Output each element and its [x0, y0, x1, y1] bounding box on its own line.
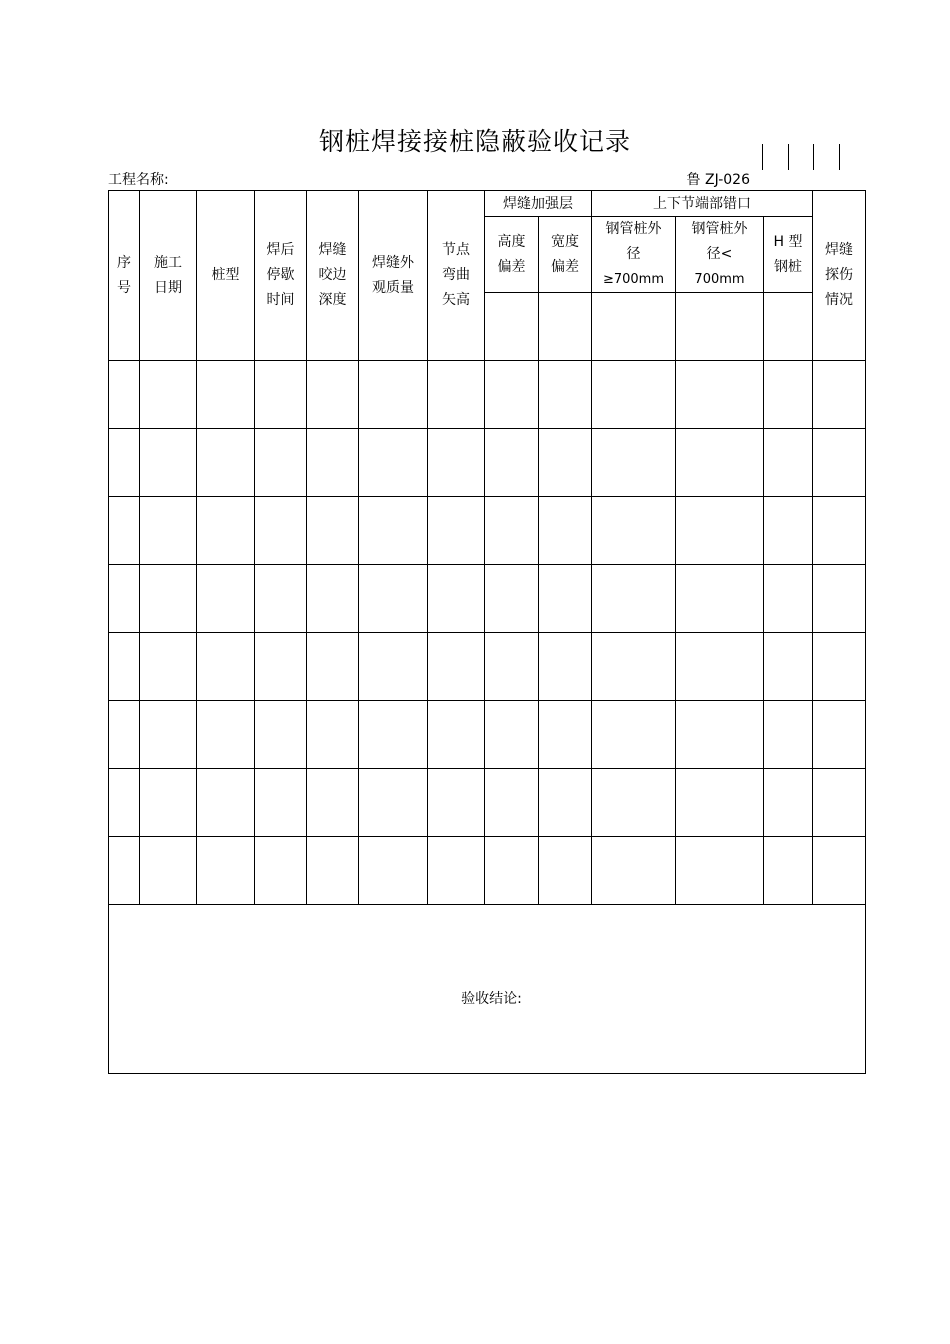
table-cell[interactable] [109, 565, 140, 633]
record-number-boxes [762, 144, 840, 170]
table-cell[interactable] [428, 429, 485, 497]
table-cell[interactable] [813, 837, 866, 905]
table-cell[interactable] [676, 429, 764, 497]
table-cell[interactable] [539, 497, 592, 565]
table-cell[interactable] [109, 497, 140, 565]
table-row [109, 769, 866, 837]
table-cell[interactable] [485, 565, 539, 633]
header-appearance: 焊缝外 观质量 [359, 191, 428, 361]
table-row [109, 361, 866, 429]
record-number-box[interactable] [814, 144, 839, 170]
table-cell[interactable] [140, 701, 197, 769]
table-cell[interactable] [428, 701, 485, 769]
table-row [109, 633, 866, 701]
table-cell[interactable] [813, 565, 866, 633]
table-cell[interactable] [813, 361, 866, 429]
header-blank-cell[interactable] [539, 293, 592, 361]
header-width-dev: 宽度 偏差 [539, 217, 592, 293]
table-cell[interactable] [307, 497, 359, 565]
table-cell[interactable] [764, 837, 813, 905]
table-cell[interactable] [592, 769, 676, 837]
table-cell[interactable] [307, 361, 359, 429]
record-number-box[interactable] [789, 144, 815, 170]
table-cell[interactable] [592, 429, 676, 497]
table-cell[interactable] [255, 701, 307, 769]
table-cell[interactable] [359, 837, 428, 905]
table-cell[interactable] [255, 837, 307, 905]
table-cell[interactable] [140, 429, 197, 497]
table-cell[interactable] [539, 429, 592, 497]
table-cell[interactable] [197, 361, 255, 429]
table-cell[interactable] [307, 565, 359, 633]
table-cell[interactable] [255, 565, 307, 633]
table-cell[interactable] [307, 837, 359, 905]
table-cell[interactable] [140, 497, 197, 565]
table-cell[interactable] [359, 361, 428, 429]
table-cell[interactable] [140, 633, 197, 701]
table-cell[interactable] [813, 497, 866, 565]
table-cell[interactable] [197, 769, 255, 837]
table-cell[interactable] [255, 497, 307, 565]
table-cell[interactable] [676, 565, 764, 633]
project-name-label: 工程名称: [108, 172, 169, 188]
table-cell[interactable] [197, 565, 255, 633]
table-cell[interactable] [307, 633, 359, 701]
table-cell[interactable] [539, 633, 592, 701]
record-number-box[interactable] [763, 144, 789, 170]
data-rows [109, 361, 866, 905]
table-cell[interactable] [109, 361, 140, 429]
table-row [109, 497, 866, 565]
table-cell[interactable] [140, 361, 197, 429]
table-cell[interactable] [592, 497, 676, 565]
table-cell[interactable] [255, 633, 307, 701]
table-cell[interactable] [539, 565, 592, 633]
table-cell[interactable] [764, 701, 813, 769]
table-cell[interactable] [676, 837, 764, 905]
header-pipe-ge700: 钢管桩外 径 ≥700mm [592, 217, 676, 293]
table-cell[interactable] [197, 837, 255, 905]
inspection-table [108, 190, 866, 1074]
table-cell[interactable] [255, 361, 307, 429]
table-row [109, 565, 866, 633]
table-cell[interactable] [359, 429, 428, 497]
header-blank-cell[interactable] [485, 293, 539, 361]
table-cell[interactable] [539, 361, 592, 429]
table-cell[interactable] [764, 497, 813, 565]
table-cell[interactable] [428, 565, 485, 633]
header-reinforcement-group: 焊缝加强层 [485, 191, 592, 217]
table-cell[interactable] [359, 497, 428, 565]
table-cell[interactable] [485, 633, 539, 701]
header-height-dev: 高度 偏差 [485, 217, 539, 293]
table-cell[interactable] [813, 429, 866, 497]
table-cell[interactable] [428, 837, 485, 905]
table-row [109, 837, 866, 905]
table-cell[interactable] [428, 769, 485, 837]
table-cell[interactable] [813, 701, 866, 769]
table-cell[interactable] [813, 769, 866, 837]
header-seq: 序 号 [109, 191, 140, 361]
table-cell[interactable] [359, 701, 428, 769]
table-cell[interactable] [428, 361, 485, 429]
table-row [109, 701, 866, 769]
table-cell[interactable] [109, 633, 140, 701]
table-cell[interactable] [255, 429, 307, 497]
table-cell[interactable] [592, 633, 676, 701]
table-cell[interactable] [676, 361, 764, 429]
table-cell[interactable] [764, 769, 813, 837]
table-cell[interactable] [109, 769, 140, 837]
table-cell[interactable] [764, 565, 813, 633]
table-cell[interactable] [764, 429, 813, 497]
table-cell[interactable] [197, 429, 255, 497]
table-cell[interactable] [676, 769, 764, 837]
header-flaw-detection: 焊缝 探伤 情况 [813, 191, 866, 361]
table-cell[interactable] [539, 837, 592, 905]
table-cell[interactable] [764, 633, 813, 701]
header-misalign-group: 上下节端部错口 [592, 191, 813, 217]
table-cell[interactable] [109, 837, 140, 905]
table-row [109, 429, 866, 497]
table-cell[interactable] [592, 565, 676, 633]
table-cell[interactable] [359, 633, 428, 701]
header-pipe-lt700: 钢管桩外 径< 700mm [676, 217, 764, 293]
table-cell[interactable] [255, 769, 307, 837]
header-blank-cell[interactable] [676, 293, 764, 361]
conclusion-cell[interactable] [109, 905, 866, 1074]
table-cell[interactable] [485, 361, 539, 429]
table-cell[interactable] [485, 769, 539, 837]
table-cell[interactable] [109, 429, 140, 497]
table-cell[interactable] [676, 497, 764, 565]
table-cell[interactable] [140, 837, 197, 905]
table-cell[interactable] [485, 837, 539, 905]
table-cell[interactable] [764, 361, 813, 429]
conclusion-label: 验收结论: [461, 990, 522, 1007]
table-cell[interactable] [485, 497, 539, 565]
table-cell[interactable] [592, 701, 676, 769]
header-undercut-depth: 焊缝 咬边 深度 [307, 191, 359, 361]
table-cell[interactable] [109, 701, 140, 769]
header-h-pile: H 型 钢桩 [764, 217, 813, 293]
table-cell[interactable] [539, 701, 592, 769]
header-date: 施工 日期 [140, 191, 197, 361]
header-blank-cell[interactable] [592, 293, 676, 361]
table-cell[interactable] [197, 701, 255, 769]
form-code: 鲁 ZJ-026 [686, 172, 750, 188]
header-pause-time: 焊后 停歇 时间 [255, 191, 307, 361]
header-blank-cell[interactable] [764, 293, 813, 361]
table-cell[interactable] [676, 701, 764, 769]
header-node-bend: 节点 弯曲 矢高 [428, 191, 485, 361]
table-cell[interactable] [592, 837, 676, 905]
table-cell[interactable] [428, 633, 485, 701]
table-cell[interactable] [485, 701, 539, 769]
table-cell[interactable] [428, 497, 485, 565]
table-cell[interactable] [140, 565, 197, 633]
table-cell[interactable] [539, 769, 592, 837]
table-cell[interactable] [676, 633, 764, 701]
table-cell[interactable] [359, 565, 428, 633]
table-cell[interactable] [140, 769, 197, 837]
table-cell[interactable] [307, 701, 359, 769]
table-cell[interactable] [197, 633, 255, 701]
page-title: 钢桩焊接接桩隐蔽验收记录 [318, 127, 631, 156]
table-cell[interactable] [485, 429, 539, 497]
table-cell[interactable] [592, 361, 676, 429]
table-cell[interactable] [359, 769, 428, 837]
table-cell[interactable] [197, 497, 255, 565]
header-pile-type: 桩型 [197, 191, 255, 361]
table-cell[interactable] [307, 429, 359, 497]
table-cell[interactable] [813, 633, 866, 701]
table-cell[interactable] [307, 769, 359, 837]
